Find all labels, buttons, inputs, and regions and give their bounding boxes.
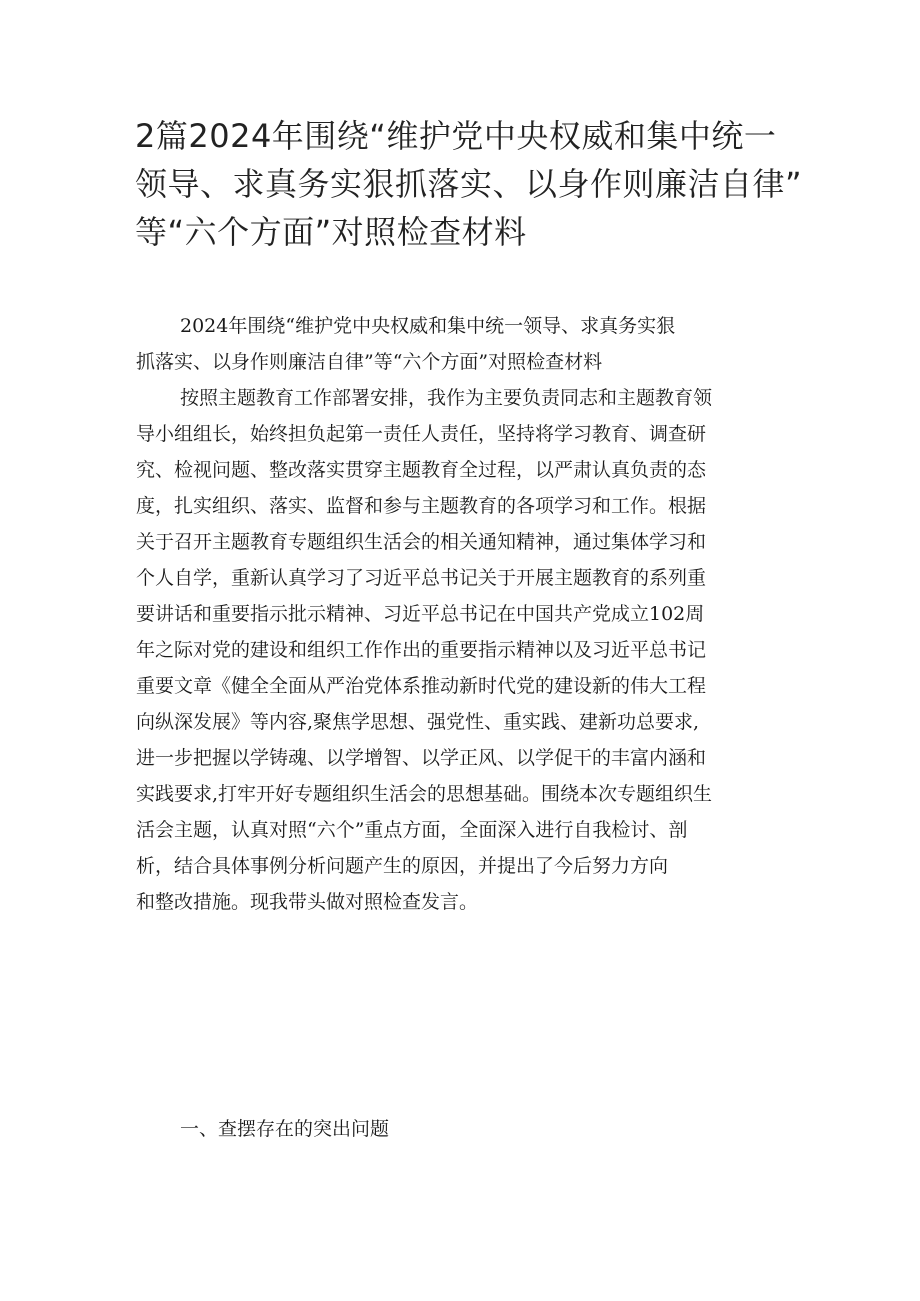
paragraph-line: 究、检视问题、整改落实贯穿主题教育全过程，以严肃认真负责的态	[136, 459, 707, 481]
title-line: 等“六个方面”对照检查材料	[135, 213, 527, 251]
subtitle-line: 2024年围绕“维护党中央权威和集中统一领导、求真务实狠	[180, 315, 676, 337]
section-heading	[136, 1111, 796, 1147]
paragraph-line: 和整改措施。现我带头做对照检查发言。	[136, 891, 479, 913]
paragraph-line: 度，扎实组织、落实、监督和参与主题教育的各项学习和工作。根据	[136, 495, 707, 517]
subtitle-line: 抓落实、以身作则廉洁自律”等“六个方面”对照检查材料	[136, 351, 603, 373]
paragraph-line: 要讲话和重要指示批示精神、习近平总书记在中国共产党成立102周	[136, 603, 705, 625]
title-line: 2篇2024年围绕“维护党中央权威和集中统一	[135, 117, 777, 155]
paragraph-line: 实践要求,打牢开好专题组织生活会的思想基础。围绕本次专题组织生	[136, 783, 713, 805]
paragraph-line: 关于召开主题教育专题组织生活会的相关通知精神，通过集体学习和	[136, 531, 707, 553]
paragraph-line: 年之际对党的建设和组织工作作出的重要指示精神以及习近平总书记	[136, 639, 707, 661]
title-line: 领导、求真务实狠抓落实、以身作则廉洁自律”	[135, 165, 803, 203]
paragraph-line: 向纵深发展》等内容,聚焦学思想、强党性、重实践、建新功总要求,	[136, 711, 700, 733]
intro-paragraph	[136, 380, 796, 920]
paragraph-line: 导小组组长，始终担负起第一责任人责任，坚持将学习教育、调查研	[136, 423, 707, 445]
document-title	[135, 112, 803, 256]
paragraph-line: 析，结合具体事例分析问题产生的原因，并提出了今后努力方向	[136, 855, 669, 877]
paragraph-line: 活会主题，认真对照“六个”重点方面，全面深入进行自我检讨、剖	[136, 819, 688, 841]
paragraph-line: 重要文章《健全全面从严治党体系推动新时代党的建设新的伟大工程	[136, 675, 707, 697]
paragraph-line: 按照主题教育工作部署安排，我作为主要负责同志和主题教育领	[180, 387, 713, 409]
document-subtitle	[136, 308, 796, 380]
section-heading-text: 一、查摆存在的突出问题	[180, 1118, 390, 1140]
paragraph-line: 个人自学，重新认真学习了习近平总书记关于开展主题教育的系列重	[136, 567, 707, 589]
paragraph-line: 进一步把握以学铸魂、以学增智、以学正风、以学促干的丰富内涵和	[136, 747, 707, 769]
